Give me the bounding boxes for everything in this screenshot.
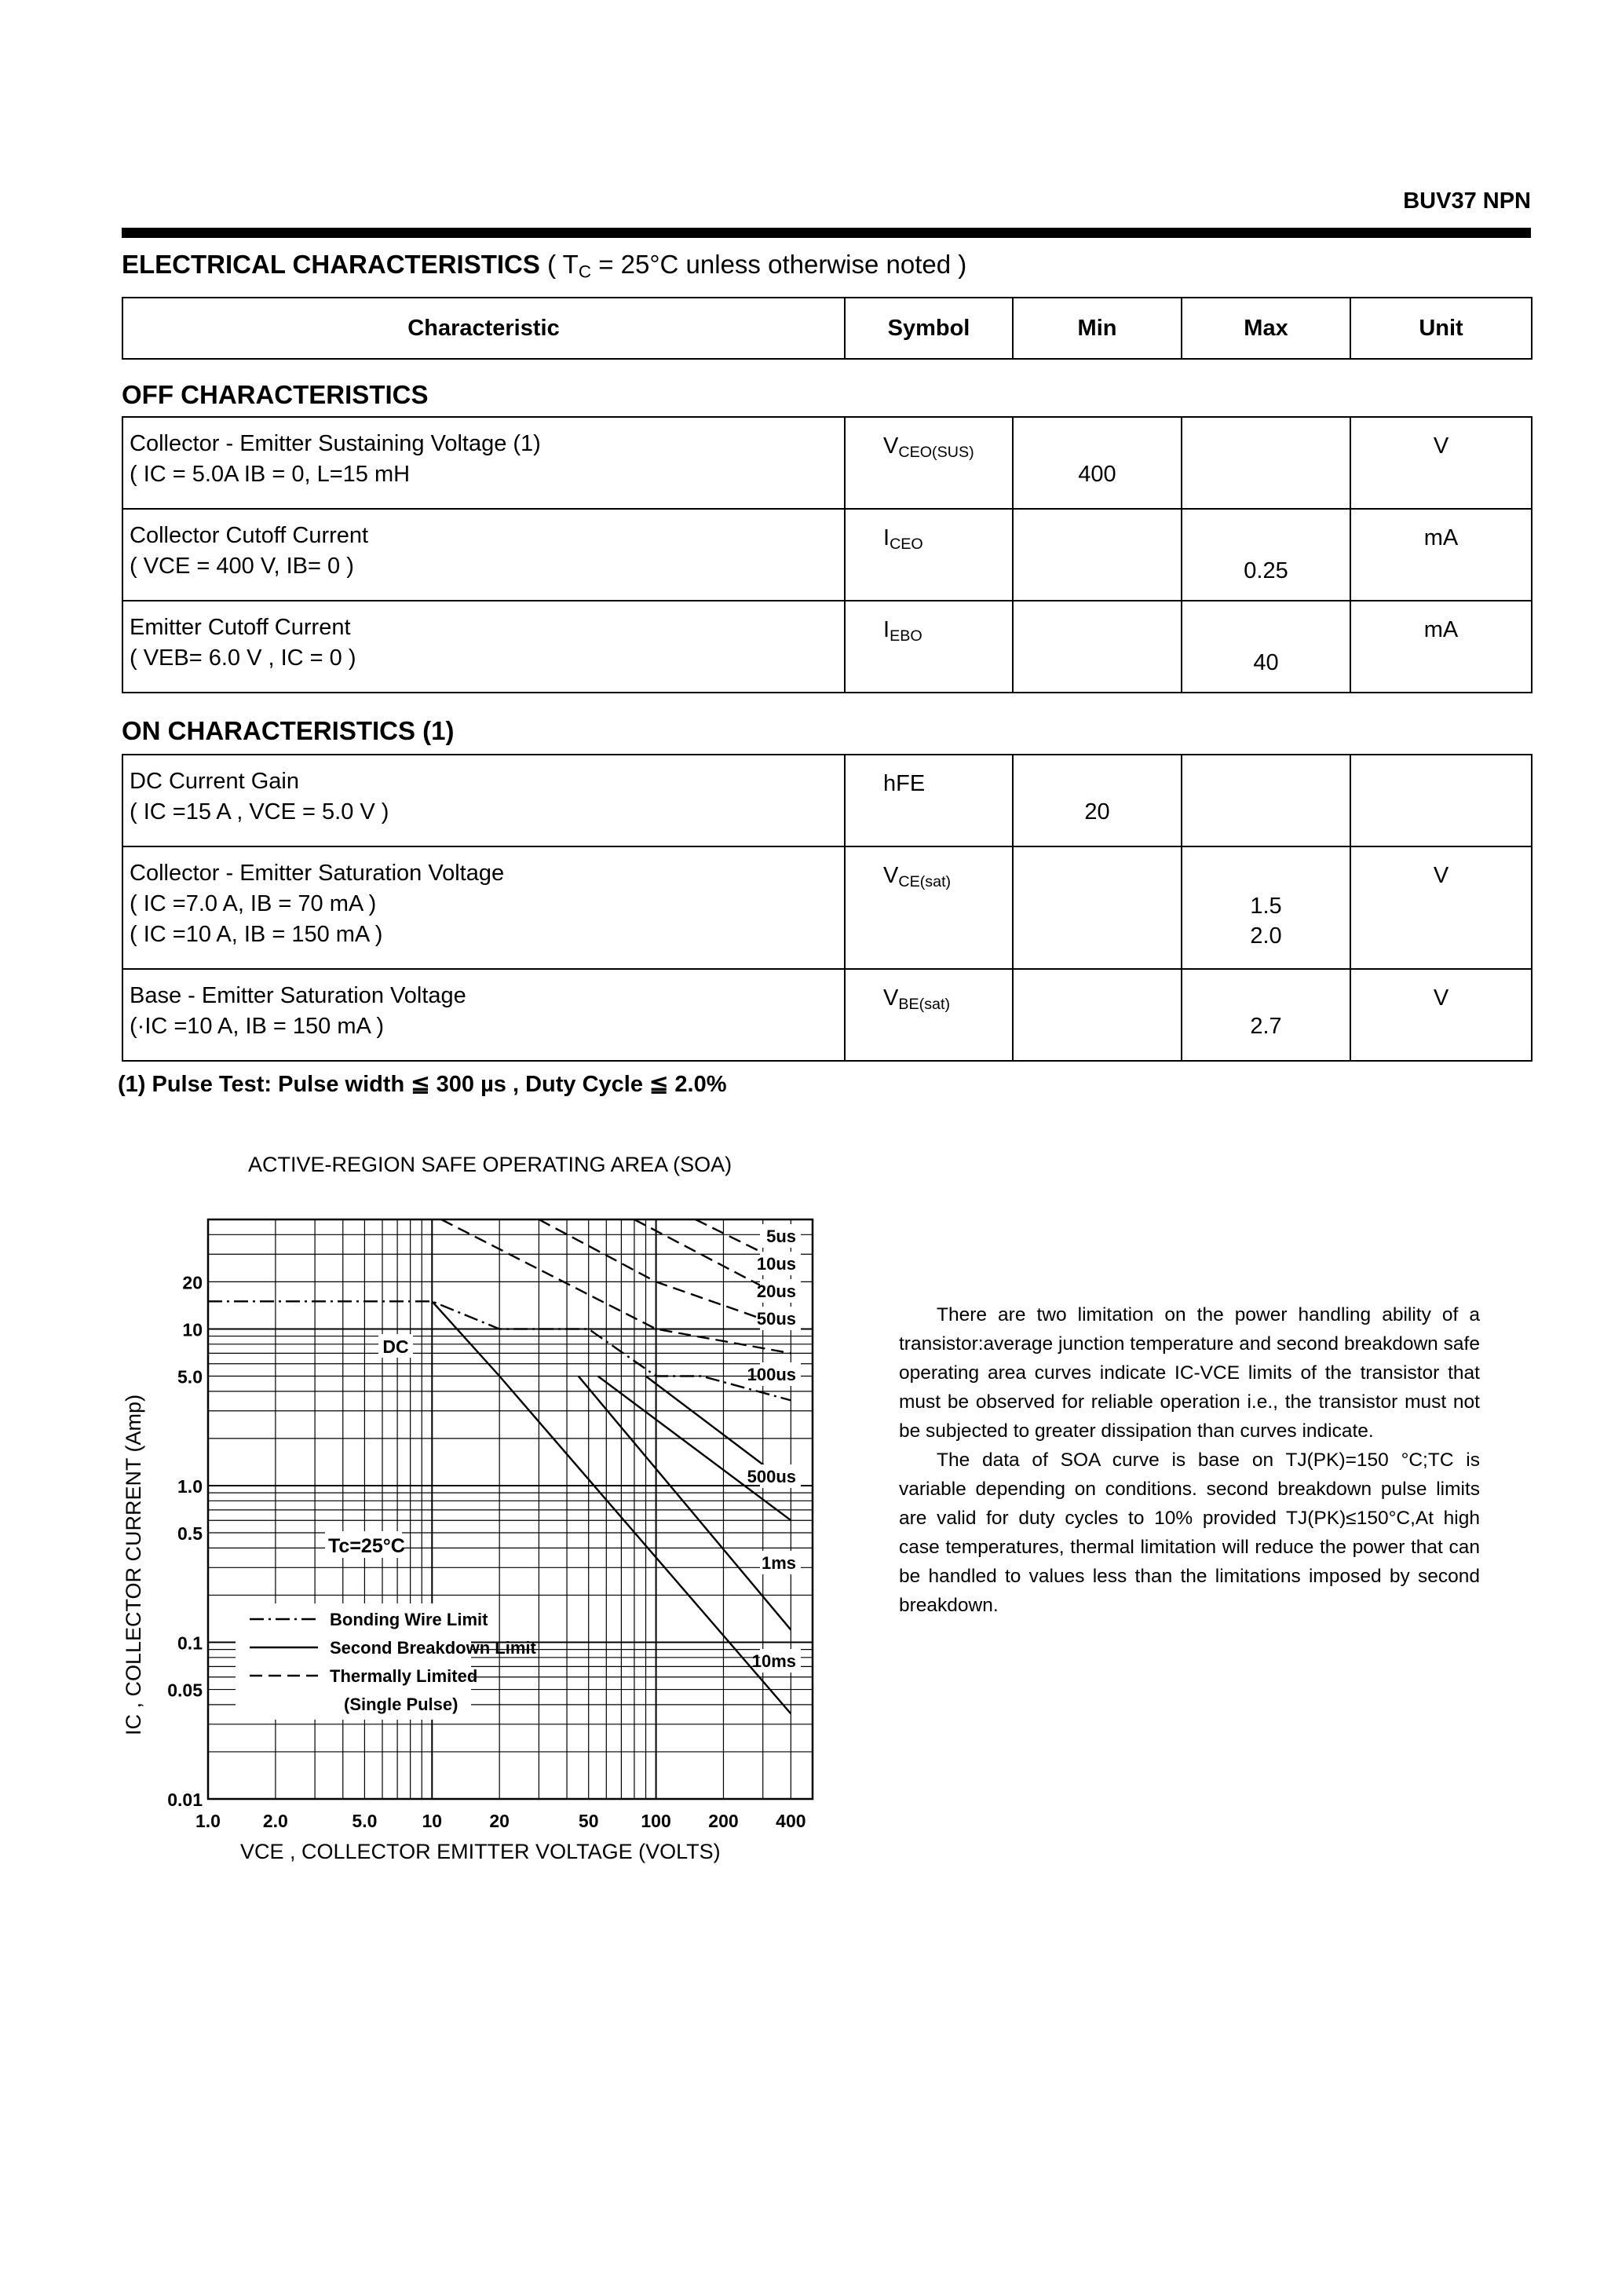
x-tick-label: 2.0 — [262, 1811, 288, 1831]
row-condition: (·IC =10 A, IB = 150 mA ) — [130, 1014, 384, 1039]
row-max: 0.25 — [1182, 509, 1350, 601]
legend-label: Thermally Limited — [330, 1666, 478, 1686]
footnote: (1) Pulse Test: Pulse width ≦ 300 µs , Duty Cycle ≦ 2.0% — [118, 1072, 727, 1097]
row-max: 40 — [1182, 601, 1350, 693]
row-min: 400 — [1013, 417, 1182, 509]
chart-title: ACTIVE-REGION SAFE OPERATING AREA (SOA) — [248, 1153, 732, 1176]
row-characteristic: Collector - Emitter Saturation Voltage — [130, 861, 505, 886]
label-1ms: 1ms — [761, 1553, 796, 1573]
table-row — [122, 846, 1532, 969]
row-max — [1182, 755, 1350, 846]
row-condition: ( IC = 5.0A IB = 0, L=15 mH — [130, 462, 411, 487]
legend-label: Second Breakdown Limit — [330, 1638, 536, 1658]
row-characteristic: Collector - Emitter Sustaining Voltage (1) — [130, 431, 541, 456]
row-symbol: $V_{BE(sat)}$ — [845, 969, 1013, 1061]
section-title-condition: ( $T_C = 25^\circ C$ unless otherwise noted ) — [547, 250, 967, 282]
row-characteristic: Collector Cutoff Current — [130, 523, 369, 548]
x-tick-label: 400 — [776, 1811, 806, 1831]
soa-chart — [0, 1194, 864, 1845]
x-tick-label: 5.0 — [352, 1811, 378, 1831]
row-unit: V — [1350, 969, 1532, 1061]
y-tick-label: 0.05 — [167, 1680, 203, 1701]
paragraph-1: There are two limitation on the power handling ability of a transistor:average junction temperature and second breakdown safe operating area curves indicate IC-VCE limits of the transistor that must be observed for reliable operation i.e., the transistor must not be subjected to greater dissipation than curves indicate. — [899, 1304, 1480, 1442]
y-axis-label: IC , COLLECTOR CURRENT (Amp) — [122, 1394, 145, 1735]
label-50us: 50us — [756, 1309, 796, 1329]
label-10us: 10us — [756, 1254, 796, 1274]
y-tick-label: 0.01 — [167, 1790, 203, 1810]
row-symbol: $I_{CEO}$ — [845, 509, 1013, 601]
part-number: BUV37 NPN — [1403, 188, 1531, 214]
row-max — [1182, 417, 1350, 509]
x-tick-label: 1.0 — [195, 1811, 221, 1831]
row-symbol: $V_{CE(sat)}$ — [845, 846, 1013, 969]
x-axis-label: VCE , COLLECTOR EMITTER VOLTAGE (VOLTS) — [240, 1840, 721, 1863]
label-500us: 500us — [747, 1467, 796, 1486]
label-dc: DC — [382, 1336, 409, 1357]
row-unit: V — [1350, 846, 1532, 969]
row-condition: ( IC =10 A, IB = 150 mA ) — [130, 922, 383, 947]
y-tick-label: 0.5 — [177, 1523, 203, 1545]
row-max: 2.7 — [1182, 969, 1350, 1061]
off-characteristics-title: OFF CHARACTERISTICS — [122, 380, 429, 409]
row-max: 2.0 — [1250, 923, 1282, 949]
row-condition: ( IC =7.0 A, IB = 70 mA ) — [130, 891, 377, 916]
col-max: Max — [1182, 298, 1350, 359]
table-row — [122, 601, 1532, 693]
x-tick-label: 20 — [489, 1811, 510, 1831]
annotation-tc: Tc=25°C — [328, 1535, 405, 1557]
row-min — [1013, 969, 1182, 1061]
y-tick-label: 5.0 — [177, 1366, 203, 1387]
row-characteristic: DC Current Gain — [130, 769, 299, 794]
y-tick-label: 10 — [182, 1319, 203, 1340]
row-condition: ( VCE = 400 V, IB= 0 ) — [130, 554, 354, 579]
col-min: Min — [1013, 298, 1182, 359]
header-rule — [122, 228, 1531, 238]
label-100us: 100us — [747, 1365, 796, 1384]
row-condition: ( VEB= 6.0 V , IC = 0 ) — [130, 645, 356, 671]
legend-label: (Single Pulse) — [344, 1695, 458, 1714]
label-20us: 20us — [756, 1281, 796, 1301]
soa-description — [899, 1300, 1480, 1620]
label-10ms: 10ms — [751, 1651, 796, 1671]
row-symbol: $V_{CEO(SUS)}$ — [845, 417, 1013, 509]
x-tick-label: 100 — [641, 1811, 671, 1831]
row-symbol: $I_{EBO}$ — [845, 601, 1013, 693]
row-unit: mA — [1350, 601, 1532, 693]
x-tick-label: 200 — [708, 1811, 739, 1831]
x-tick-label: 10 — [422, 1811, 443, 1831]
row-min — [1013, 509, 1182, 601]
row-max: 1.5 — [1250, 894, 1282, 919]
row-symbol: hFE — [845, 755, 1013, 846]
row-min — [1013, 846, 1182, 969]
series-line-1ms — [598, 1377, 791, 1521]
section-title-main: ELECTRICAL CHARACTERISTICS — [122, 250, 540, 279]
off-characteristics-table — [122, 416, 1532, 693]
row-characteristic: Emitter Cutoff Current — [130, 615, 351, 640]
table-header — [122, 297, 1532, 360]
row-min: 20 — [1013, 755, 1182, 846]
row-unit: mA — [1350, 509, 1532, 601]
row-characteristic: Base - Emitter Saturation Voltage — [130, 983, 466, 1008]
on-characteristics-table — [122, 754, 1532, 1062]
row-unit — [1350, 755, 1532, 846]
table-row — [122, 417, 1532, 509]
table-row — [122, 509, 1532, 601]
section-title — [122, 250, 966, 280]
series-line-50us — [441, 1219, 791, 1353]
x-tick-label: 50 — [578, 1811, 599, 1831]
col-symbol: Symbol — [845, 298, 1013, 359]
label-5us: 5us — [766, 1227, 796, 1246]
row-min — [1013, 601, 1182, 693]
paragraph-2: The data of SOA curve is base on TJ(PK)=150 °C;TC is variable depending on conditions. second breakdown pulse limits are valid for duty cycles to 10% provided TJ(PK)≤150°C,At high case temperatures, thermal limitation will reduce the power that can be handled to values less than the limitations imposed by second breakdown. — [899, 1450, 1480, 1616]
row-unit: V — [1350, 417, 1532, 509]
y-tick-label: 0.1 — [177, 1632, 203, 1654]
legend-label: Bonding Wire Limit — [330, 1610, 488, 1629]
series-line-20us — [539, 1219, 791, 1329]
table-row — [122, 969, 1532, 1061]
y-tick-label: 20 — [182, 1272, 203, 1293]
on-characteristics-title: ON CHARACTERISTICS (1) — [122, 716, 455, 745]
row-condition: ( IC =15 A , VCE = 5.0 V ) — [130, 799, 389, 824]
y-tick-label: 1.0 — [177, 1475, 203, 1497]
table-row — [122, 755, 1532, 846]
col-unit: Unit — [1350, 298, 1532, 359]
col-characteristic: Characteristic — [122, 298, 845, 359]
